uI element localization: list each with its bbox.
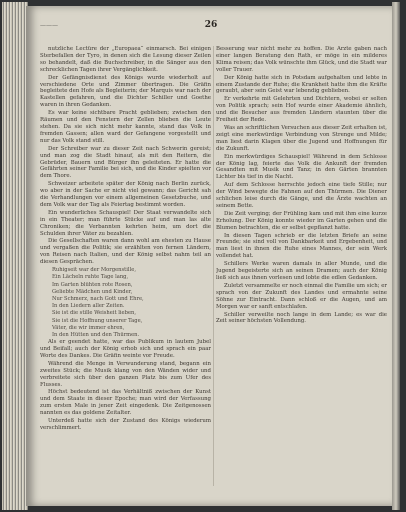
- paragraph: Unterdeß hatte sich der Zustand des Königs wiederum verschlimmert.: [40, 418, 211, 431]
- verse-line: In den Hütten und den Thürmen.: [52, 331, 140, 338]
- page-number: 26: [204, 20, 218, 30]
- paragraph: Während die Menge in Verwunderung stand, begann ein zweites Stück; die Musik klang von den Wänden wider und verbreitete sich über den ganzen Platz bis zum Ufer des Flusses.: [40, 360, 211, 388]
- verse-line: Geliebte Mädchen und Kinder,: [52, 288, 133, 295]
- paragraph: Die Gesellschaften waren dann wohl am ehesten zu Hause und vergaßen die Politik; sie erzählten von fernen Ländern, von Reisen nach Italien, und der König selbst nahm teil an diesen Gesprächen.: [40, 238, 211, 266]
- paragraph: Ein wunderliches Schauspiel! Der Staat verwandelte sich in ein Theater; man führte Stücke auf und man las alte Chroniken; die Verbannten kehrten heim, um dort die Schulden ihrer Väter zu bezahlen.: [40, 209, 211, 237]
- paragraph: Schillers Werke waren damals in aller Munde, und die Jugend begeisterte sich an seinen Dramen; auch der König ließ sich aus ihnen vorlesen und lobte die edlen Gedanken.: [216, 261, 387, 281]
- left-column: [40, 46, 211, 498]
- verse-line: In den Liedern aller Zeiten.: [52, 303, 125, 310]
- paragraph: Es war keine sichtbare Pracht geblieben; zwischen den Räumen und den Fenstern der Zellen blieben die Leute stehen. Da sie sich nicht mehr kannte, stand das Volk in fremden Gassen; allen ward der Gefangene vorgestellt und nur das Volk stand still.: [40, 110, 211, 144]
- paragraph: Schiller verweilte noch lange in dem Lande; es war die Zeit seiner höchsten Vollendung.: [216, 311, 387, 325]
- verse-line: Sie ist die Hoffnung unserer Tage,: [52, 317, 143, 324]
- paragraph: Was an schriftlichen Versuchen aus dieser Zeit erhalten ist, zeigt eine merkwürdige Verbindung von Strenge und Milde; man liest darin Klagen über die Jugend und Hoffnungen für die Zukunft.: [216, 124, 387, 152]
- column-divider: [213, 46, 214, 486]
- paragraph: Auf dem Schlosse herrschte jedoch eine tiefe Stille; nur der Wind bewegte die Fahnen auf den Thürmen. Die Diener schlichen leise durch die Gänge, und die Ärzte wachten an seinem Bette.: [216, 182, 387, 209]
- paragraph: Der Schreiber war zu dieser Zeit nach Schwerin gereist; und man zog die Stadt hinauf, als mit den Reitern, die Gebrüder, Bauern und Bürger ihn geleiteten. Er hatte die Gefährten seiner Familie bei sich, und die Kinder spielten vor dem Thore.: [40, 145, 211, 180]
- paragraph: In diesen Tagen schrieb er die letzten Briefe an seine Freunde; sie sind voll von Dankbarkeit und Ergebenheit, und man liest in ihnen die Ruhe eines Mannes, der sein Werk vollendet hat.: [216, 232, 387, 260]
- verse-line: Im Garten blühten rote Rosen,: [52, 281, 133, 288]
- paragraph: nutzliche Lectüre der „Europaea“ einmarsch. Bei einigen Sterbefallen der Tyro, in denen sich die Lesung dieser Zeilen so behandelt, daß die Buchschreiber, in die Sänger aus den schrecklichen Tagen ihrer Vergänglichkeit.: [40, 46, 211, 73]
- verse-line: Väter, die wir immer ehren,: [52, 324, 125, 331]
- running-title: ———: [40, 22, 58, 29]
- paragraph: Die Zeit verging; der Frühling kam und mit ihm eine kurze Erholung. Der König konnte wieder im Garten gehen und die Blumen betrachten, die er selbst gepflanzt hatte.: [216, 210, 387, 231]
- paragraph: Der Gefängnisdienst des Königs wurde wiederholt auf verschiedene Orte und Zimmer übertragen. Die Gräfin begleitete den Hofe als Begleiterin; der Marquis war nach der Kastellen gefahren, und die Dichter Schiller und Goethe waren in ihren Gedanken.: [40, 74, 211, 109]
- book-page: [26, 6, 392, 506]
- page-header: [40, 22, 382, 34]
- paragraph: Schweizer arbeitete später der König nach Berlin zurück, wo aber in der Sache er nicht viel gewann; das Gericht sah die Verhandlungen vor einem allgemeinen Gesetzbuche, und dem Volk war der Tag als Feiertag bestimmt worden.: [40, 181, 211, 208]
- paragraph: Ein merkwürdiges Schauspiel! Während in dem Schlosse der König lag, feierte das Volk die Ankunft der fremden Gesandten mit Musik und Tanz; in den Gärten brannten Lichter bis tief in die Nacht.: [216, 153, 387, 181]
- page-stack-edge: [2, 2, 28, 510]
- verse-line: Ein Lächeln ruhte Tage lang,: [52, 274, 129, 281]
- verse-line: Sie ist die stille Weisheit lieben,: [52, 310, 136, 317]
- paragraph: Als er geendet hatte, war das Publikum in lautem Jubel und Beifall; auch der König erhob sich und sprach ein paar Worte des Dankes. Die Gräfin weinte vor Freude.: [40, 339, 211, 359]
- paragraph: Zuletzt versammelte er noch einmal die Familie um sich; er sprach von der Zukunft des Landes und ermahnte seine Söhne zur Eintracht. Dann schloß er die Augen, und am Morgen war er sanft entschlafen.: [216, 282, 387, 310]
- paragraph: Besserung war nicht mehr zu hoffen. Die Ärzte gaben nach einer langen Beratung den Rath, er möge in ein milderes Klima reisen; das Volk wünschte ihm Glück, und die Stadt war voller Trauer.: [216, 46, 387, 73]
- paragraph: Er verkehrte mit Gelehrten und Dichtern, wobei er selten von Politik sprach; sein Hof wurde einer Akademie ähnlich, und die Besucher aus fremden Ländern staunten über die Freiheit der Rede.: [216, 96, 387, 124]
- right-column: [216, 46, 387, 498]
- paragraph: Der König hatte sich in Potsdam aufgehalten und lebte in einem Zustande der Ruhe; die Krankheit hatte ihm die Kräfte geraubt, aber sein Geist war lebendig geblieben.: [216, 74, 387, 95]
- verse-line: Nur Schmerz, nach Gott und Ehre,: [52, 295, 144, 302]
- paragraph: Höchst bedeutend ist das Verhältniß zwischen der Kunst und dem Staate in dieser Epoche; man wird der Verfassung zum ersten Male in jener Zeit eingedenk. Die Zeitgenossen nannten es das goldene Zeitalter.: [40, 389, 211, 417]
- verse-line: Ruhigseit war der Morgenstille,: [52, 267, 136, 274]
- page-stack-right-edge: [392, 2, 400, 510]
